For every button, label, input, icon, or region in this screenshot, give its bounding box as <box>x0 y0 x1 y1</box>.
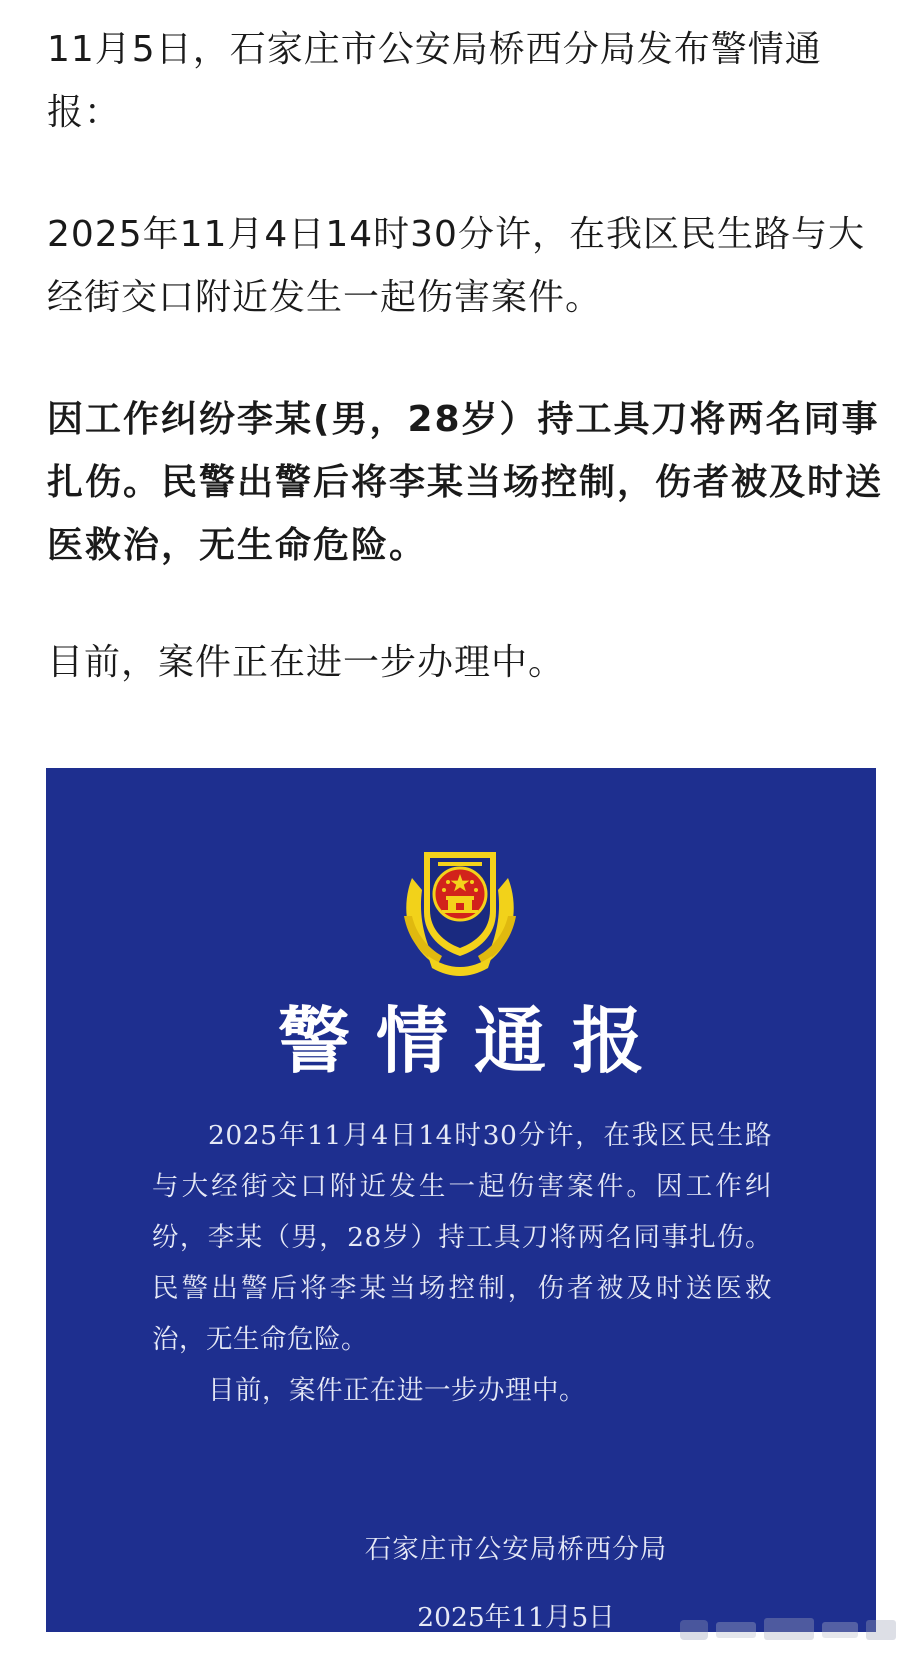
notice-date: 2025年11月5日 <box>417 1602 615 1632</box>
notice-body-paragraph: 目前，案件正在进一步办理中。 <box>208 1375 586 1406</box>
notice-issuer: 石家庄市公安局桥西分局 <box>364 1534 668 1565</box>
police-badge-icon <box>398 838 522 976</box>
incident-time-paragraph: 2025年11月4日14时30分许，在我区民生路与大经街交口附近发生一起伤害案件。 <box>47 214 865 318</box>
notice-body-paragraph: 2025年11月4日14时30分许，在我区民生路与大经街交口附近发生一起伤害案件。因工作纠纷，李某（男，28岁）持工具刀将两名同事扎伤。民警出警后将李某当场控制，伤者被及时送医救治，无生命危险。 <box>152 1120 772 1355</box>
lead-paragraph: 11月5日，石家庄市公安局桥西分局发布警情通报： <box>47 29 822 133</box>
notice-body <box>152 1110 772 1416</box>
incident-detail-paragraph: 因工作纠纷李某(男，28岁）持工具刀将两名同事扎伤。民警出警后将李某当场控制，伤者被及时送医救治，无生命危险。 <box>47 399 884 566</box>
case-status-paragraph: 目前，案件正在进一步办理中。 <box>47 642 566 683</box>
police-notice-image <box>46 768 876 1632</box>
watermark-icon <box>680 1612 900 1648</box>
notice-title: 警情通报 <box>277 998 670 1083</box>
